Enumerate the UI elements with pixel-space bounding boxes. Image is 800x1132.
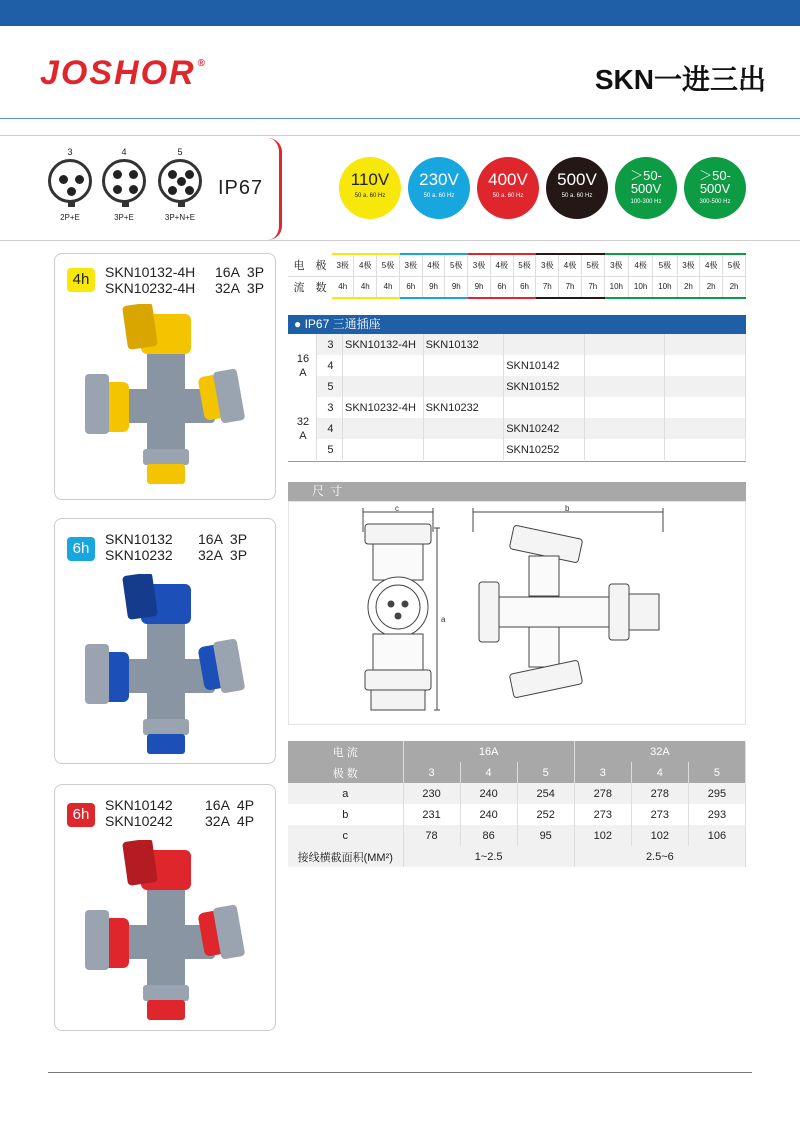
hours-cell: 2h <box>723 276 746 298</box>
pole-cell: 5极 <box>513 254 536 276</box>
size-table: 电 流 16A 32A 极 数 3 4 5 3 4 5 a 230 240 254 278 278 295 b 231 240 252 273 273 293 c 78 86 95 102 102 106 接线横截面积(MM²) 1~2.5 2.5~6 <box>288 741 746 867</box>
table-row: 4 SKN10142 <box>288 355 746 376</box>
pole-cell: 4极 <box>422 254 445 276</box>
pole-cell: 3极 <box>604 254 628 276</box>
pin-diagram-5: 5 3P+N+E <box>155 147 205 222</box>
technical-drawing <box>289 502 745 724</box>
card-models: SKN10142 SKN10242 <box>105 797 173 829</box>
table-row: 32 A 3 SKN10232-4H SKN10232 <box>288 397 746 418</box>
dimension-title: 尺寸 <box>288 482 746 501</box>
table-row: 5 SKN10152 <box>288 376 746 397</box>
divider <box>0 118 800 119</box>
voltage-badge: 400V 50 a. 60 Hz <box>477 157 539 219</box>
pole-cell: 5极 <box>653 254 677 276</box>
hours-cell: 7h <box>559 276 582 298</box>
table-row: b 231 240 252 273 273 293 <box>288 804 746 825</box>
pole-cell: 5极 <box>445 254 468 276</box>
pole-cell: 4极 <box>559 254 582 276</box>
dim-label-b: b <box>565 504 570 513</box>
table-row: 4 SKN10242 <box>288 418 746 439</box>
pole-cell: 3极 <box>332 254 354 276</box>
hours-cell: 9h <box>422 276 445 298</box>
hours-cell: 4h <box>377 276 400 298</box>
hour-badge: 4h <box>67 268 95 292</box>
table-row: c 78 86 95 102 102 106 <box>288 825 746 846</box>
table-row: 5 SKN10252 <box>288 439 746 460</box>
dim-label-c: c <box>395 504 399 513</box>
card-models: SKN10132 SKN10232 <box>105 531 173 563</box>
voltage-badge: ＞50- 500V 100-300 Hz <box>615 157 677 219</box>
bracket-decoration <box>268 138 282 240</box>
pole-cell: 4极 <box>490 254 513 276</box>
pole-cell: 4极 <box>700 254 723 276</box>
card-specs: 16A 3P 32A 3P <box>198 531 248 563</box>
model-table-title: ● IP67 三通插座 <box>288 315 746 334</box>
hours-cell: 6h <box>490 276 513 298</box>
hours-cell: 6h <box>399 276 422 298</box>
hour-badge: 6h <box>67 537 95 561</box>
pole-cell: 3极 <box>536 254 559 276</box>
hours-cell: 10h <box>653 276 677 298</box>
pole-cell: 5极 <box>723 254 746 276</box>
hours-cell: 4h <box>332 276 354 298</box>
voltage-badge: ＞50- 500V 300-500 Hz <box>684 157 746 219</box>
hour-badge: 6h <box>67 803 95 827</box>
pin-diagram-3: 3 2P+E <box>45 147 95 222</box>
dimension-drawing <box>288 501 746 725</box>
hours-cell: 2h <box>677 276 700 298</box>
pole-cell: 3极 <box>399 254 422 276</box>
pole-cell: 3极 <box>677 254 700 276</box>
page-title: SKN一进三出 <box>594 64 766 95</box>
pole-cell: 3极 <box>468 254 491 276</box>
product-card-blue <box>54 518 276 764</box>
footer-divider <box>48 1072 752 1073</box>
voltage-badge: 230V 50 a. 60 Hz <box>408 157 470 219</box>
voltage-badge: 500V 50 a. 60 Hz <box>546 157 608 219</box>
table-row: 16 A 3 SKN10132-4H SKN10132 <box>288 334 746 355</box>
pole-cell: 5极 <box>377 254 400 276</box>
pole-cell: 4极 <box>628 254 652 276</box>
socket-illustration <box>85 840 245 1025</box>
drop-icon: ● <box>294 317 302 331</box>
pole-cell: 5极 <box>581 254 604 276</box>
card-specs: 16A 4P 32A 4P <box>205 797 255 829</box>
hours-cell: 9h <box>468 276 491 298</box>
socket-illustration <box>85 574 245 759</box>
top-bar <box>0 0 800 26</box>
model-table <box>288 334 746 460</box>
hours-cell: 4h <box>354 276 377 298</box>
hours-cell: 6h <box>513 276 536 298</box>
hours-cell: 2h <box>700 276 723 298</box>
hours-cell: 10h <box>604 276 628 298</box>
divider <box>288 461 746 462</box>
dim-label-a: a <box>441 615 446 624</box>
hours-cell: 7h <box>536 276 559 298</box>
ip-rating: IP67 <box>218 177 264 199</box>
hours-cell: 7h <box>581 276 604 298</box>
card-models: SKN10132-4H SKN10232-4H <box>105 264 196 296</box>
product-card-yellow <box>54 253 276 500</box>
table-row: 接线横截面积(MM²) 1~2.5 2.5~6 <box>288 846 746 867</box>
divider <box>0 135 800 136</box>
card-specs: 16A 3P 32A 3P <box>215 264 265 296</box>
voltage-hours-table: 电 极 3极 4极 5极 3极 4极 5极 3极 4极 5极 3极 4极 5极 3极 4极 5极 3极 4极 5极 流 数 4h 4h 4h 6h 9h 9h 9h 6h 6h 7h 7h 7h 10h 10h 10h 2h 2h 2h <box>288 253 746 299</box>
brand-logo: JOSHOR ® <box>40 54 207 92</box>
hours-cell: 10h <box>628 276 652 298</box>
product-card-red <box>54 784 276 1031</box>
pin-diagram-4: 4 3P+E <box>99 147 149 222</box>
socket-illustration <box>85 304 245 489</box>
divider <box>0 240 800 241</box>
voltage-badge: 110V 50 a. 60 Hz <box>339 157 401 219</box>
pole-cell: 4极 <box>354 254 377 276</box>
table-row: a 230 240 254 278 278 295 <box>288 783 746 804</box>
hours-cell: 9h <box>445 276 468 298</box>
